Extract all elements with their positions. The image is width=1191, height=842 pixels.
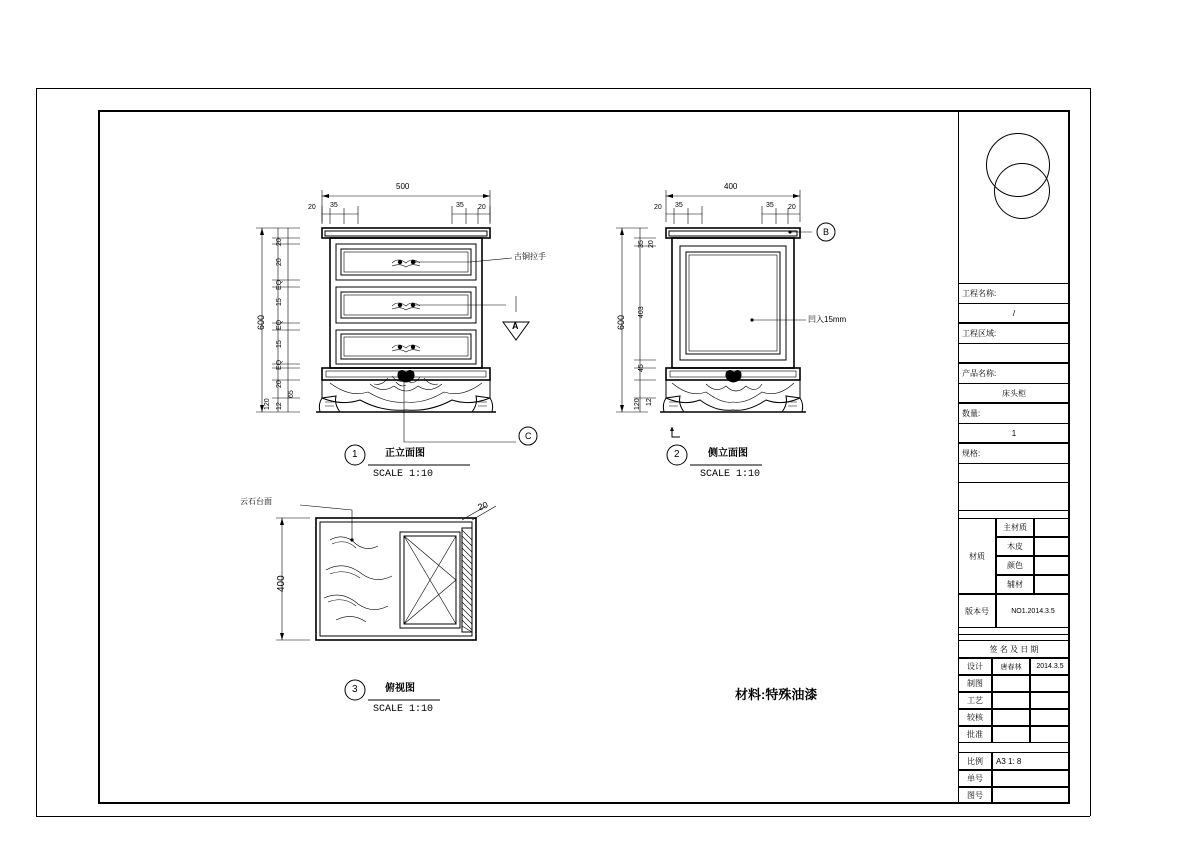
callout-recess-label: 凹入15mm [808,315,847,324]
titleblock-divider [958,634,1070,635]
titleblock-sign-name-design: 唐春林 [992,658,1030,675]
titleblock-bottom-value-drawing-no [992,787,1070,804]
titleblock-material-value-aux [1034,575,1070,594]
view-3-number: 3 [352,684,358,695]
titleblock-material-label-veneer: 木皮 [996,537,1034,556]
titleblock-bottom-label-scale: 比例 [958,752,992,770]
titleblock-row-value-quantity: 1 [958,423,1070,443]
dim-side-left-2: 20 [648,240,655,248]
section-marker-c-label: C [525,431,532,441]
titleblock-divider [958,510,1070,511]
titleblock-bottom-value-order [992,770,1070,787]
callout-handle-label: 古铜拉手 [514,252,546,261]
dim-side-height: 600 [616,314,626,330]
dim-front-width: 500 [396,182,410,191]
titleblock-material-group-label: 材质 [958,518,996,594]
dim-side-left-6: 12 [646,398,653,406]
dim-front-top-4: 20 [478,204,486,211]
dim-front-left-10: 12 [276,402,283,410]
dim-side-left-3: 403 [638,306,645,318]
view-2-scale: SCALE 1:10 [700,469,761,480]
dim-front-left-2: 20 [276,258,283,266]
titleblock-material-label-main: 主材质 [996,518,1034,537]
titleblock-material-label-aux: 辅材 [996,575,1034,594]
callout-marble-top-label: 云石台面 [240,497,272,506]
titleblock-sign-name-process [992,692,1030,709]
titleblock-row-label-product-name: 产品名称: [958,363,1070,383]
titleblock-sign-date-process [1030,692,1070,709]
titleblock-sign-header: 签 名 及 日 期 [958,640,1070,658]
dim-side-top-2: 35 [675,202,683,209]
titleblock-sign-label-process: 工艺 [958,692,992,709]
dim-side-left-1: 35 [638,240,645,248]
titleblock-material-value-veneer [1034,537,1070,556]
titleblock-sign-date-check [1030,709,1070,726]
titleblock-material-value-color [1034,556,1070,575]
dim-front-left-7: EQ [276,359,283,370]
titleblock-bottom-label-order: 单号 [958,770,992,787]
dim-side-top-4: 20 [788,204,796,211]
view-3-scale: SCALE 1:10 [373,704,434,715]
titleblock-sign-date-draw [1030,675,1070,692]
titleblock-sign-label-design: 设计 [958,658,992,675]
view-3-name: 俯视图 [385,683,415,694]
titleblock-sign-label-draw: 制图 [958,675,992,692]
titleblock-version-value: NO1.2014.3.5 [996,594,1070,628]
titleblock-row-value-project-area [958,343,1070,363]
titleblock-row-value-spec [958,463,1070,483]
dim-top-depth: 400 [276,575,287,592]
dim-side-top-1: 20 [654,204,662,211]
dim-front-left-11: 65 [288,390,295,398]
titleblock-sign-name-draw [992,675,1030,692]
section-marker-a-label: A [512,321,519,331]
titleblock-row-label-spec: 规格: [958,443,1070,463]
titleblock-row-value-project-name: / [958,303,1070,323]
view-1-name: 正立面图 [385,448,425,459]
dim-side-width: 400 [724,182,738,191]
titleblock-sign-label-approve: 批准 [958,726,992,743]
dim-top-thickness: 20 [476,499,490,513]
view-2-number: 2 [674,449,680,460]
titleblock-sign-name-check [992,709,1030,726]
titleblock-row-label-project-area: 工程区域: [958,323,1070,343]
titleblock-row-value-product-name: 床头柜 [958,383,1070,403]
titleblock-bottom-label-drawing-no: 图号 [958,787,992,804]
dim-front-top-3: 35 [456,202,464,209]
titleblock-row-label-quantity: 数量: [958,403,1070,423]
titleblock-row-label-project-name: 工程名称: [958,283,1070,303]
titleblock-material-label-color: 颜色 [996,556,1034,575]
dim-front-top-2: 35 [330,202,338,209]
dim-front-left-3: EQ [276,279,283,290]
titleblock-sign-name-approve [992,726,1030,743]
dim-side-left-4: 45 [638,364,645,372]
dim-front-left-5: EQ [276,319,283,330]
section-marker-b-label: B [823,227,830,237]
view-2-name: 侧立面图 [708,448,748,459]
dim-front-left-8: 20 [276,380,283,388]
titleblock-sign-date-approve [1030,726,1070,743]
titleblock-version-label: 版本号 [958,594,996,628]
titleblock-bottom-value-scale: A3 1: 8 [992,752,1070,770]
dim-front-left-1: 20 [276,238,283,246]
view-1-number: 1 [352,449,358,460]
dim-front-left-4: 15 [276,298,283,306]
dim-front-top-1: 20 [308,204,316,211]
titleblock-sign-label-check: 较核 [958,709,992,726]
titleblock-sign-date-design: 2014.3.5 [1030,658,1070,675]
dim-side-top-3: 35 [766,202,774,209]
dim-front-left-9: 120 [264,398,271,410]
view-1-scale: SCALE 1:10 [373,469,434,480]
titleblock-material-value-main [1034,518,1070,537]
dim-front-height: 600 [256,314,266,330]
dim-front-left-6: 15 [276,340,283,348]
dim-side-left-5: 120 [634,398,641,410]
material-note: 材料:特殊油漆 [735,687,818,702]
